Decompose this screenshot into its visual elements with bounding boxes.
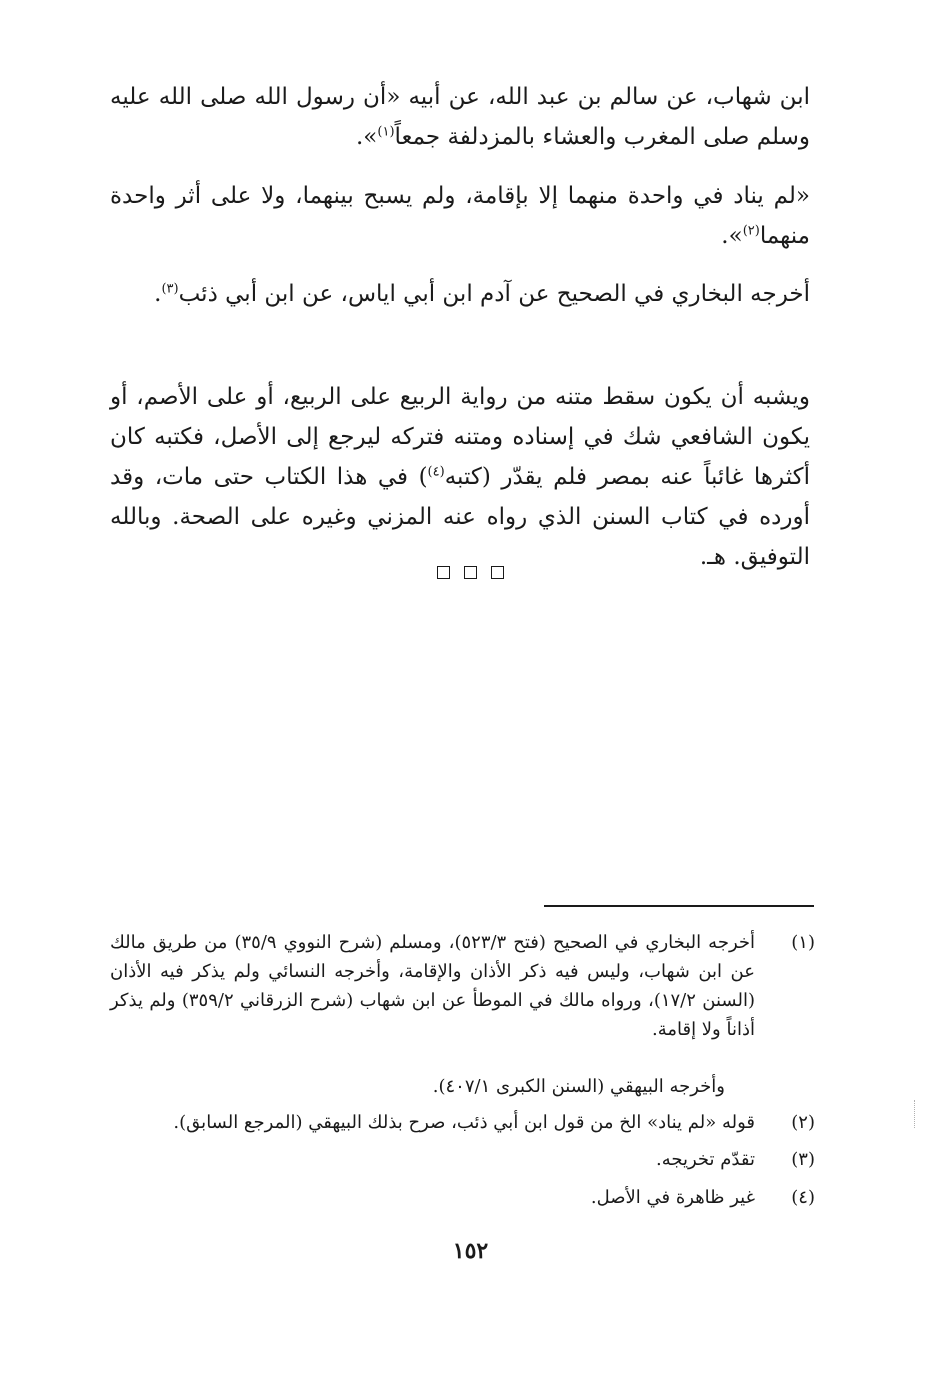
footnote-ref-4[interactable]: (٤): [427, 464, 445, 480]
footnote-2: [110, 1108, 815, 1137]
footnote-number: (٢): [791, 1112, 815, 1133]
section-end-ornament: [0, 566, 941, 579]
footnote-1: [110, 928, 815, 1044]
footnote-number: (٣): [791, 1149, 815, 1170]
square-ornament-icon: [491, 566, 504, 579]
paragraph-hadith-quote: [110, 176, 810, 256]
footnote-number: (١): [791, 932, 815, 953]
footnote-number: (٤): [791, 1187, 815, 1208]
paragraph-tail: .: [154, 281, 162, 307]
paragraph-text: أخرجه البخاري في الصحيح عن آدم ابن أبي اياس، عن ابن أبي ذئب: [178, 281, 810, 307]
footnote-text: أخرجه البخاري في الصحيح (فتح ٥٢٣/٣)، ومسلم (شرح النووي ٣٥/٩) من طريق مالك عن ابن شهاب، وليس فيه ذكر الأذان والإقامة، وأخرجه النسائي ولم يذكر فيه الأذان (السنن ١٧/٢)، ورواه مالك في الموطأ عن ابن شهاب (شرح الزرقاني ٣٥٩/٢) ولم يذكر أذاناً ولا إقامة.: [110, 932, 756, 1040]
footnote-1-continuation: [110, 1072, 815, 1101]
footnote-4: [110, 1183, 815, 1212]
paragraph-tail: ».: [721, 223, 743, 249]
footnote-text: وأخرجه البيهقي (السنن الكبرى ٤٠٧/١).: [432, 1076, 725, 1097]
paragraph-commentary: [110, 377, 810, 577]
paragraph-text-a: ويشبه أن يكون سقط متنه من رواية الربيع على الربيع، أو على الأصم، أو يكون الشافعي شك في إسناده ومتنه فتركه ليرجع إلى الأصل، فكتبه كان أكثرها غائباً عنه بمصر فلم يقدّر (كتبه: [110, 384, 810, 490]
paragraph-hadith-chain: [110, 77, 810, 157]
footnote-text: قوله «لم يناد» الخ من قول ابن أبي ذئب، صرح بذلك البيهقي (المرجع السابق).: [173, 1112, 755, 1133]
paragraph-text: ابن شهاب، عن سالم بن عبد الله، عن أبيه «أن رسول الله صلى الله عليه وسلم صلى المغرب والعشاء بالمزدلفة جمعاً: [110, 84, 810, 150]
page-number: ١٥٢: [452, 1238, 489, 1264]
footnote-ref-2[interactable]: (٢): [742, 223, 760, 239]
paragraph-text: «لم يناد في واحدة منهما إلا بإقامة، ولم يسبح بينهما، ولا على أثر واحدة منهما: [110, 183, 810, 249]
footnote-ref-1[interactable]: (١): [377, 124, 395, 140]
paragraph-tail: ».: [355, 124, 378, 150]
scan-margin-mark: [914, 1100, 918, 1128]
square-ornament-icon: [437, 566, 450, 579]
footnote-separator: [544, 905, 814, 907]
footnote-ref-3[interactable]: (٣): [161, 281, 179, 297]
footnote-text: تقدّم تخريجه.: [656, 1149, 755, 1170]
footnote-3: [110, 1145, 815, 1174]
square-ornament-icon: [464, 566, 477, 579]
paragraph-text-b: ) في هذا الكتاب حتى مات، وقد أورده في كتاب السنن الذي رواه عنه المزني وغيره على الصحة. وبالله التوفيق. هـ.: [110, 464, 810, 570]
paragraph-attribution: [110, 274, 810, 314]
footnote-text: غير ظاهرة في الأصل.: [590, 1187, 755, 1208]
